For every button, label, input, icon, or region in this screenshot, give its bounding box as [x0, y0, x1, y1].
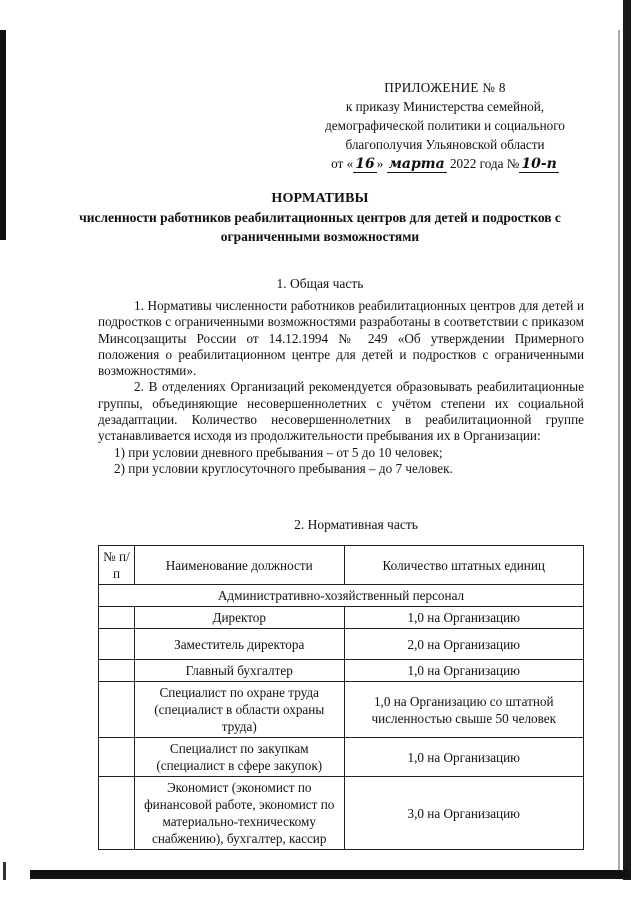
appendix-header: [300, 78, 590, 174]
paragraph-1: 1. Нормативы численности работников реабилитационных центров для детей и подростков с ограниченными возможностями разработаны в соответствии с приказом Минсоцзащиты России от 14.12.1994 № 249 «Об утверждении Примерного положения о реабилитационном центре для детей и подростков с ограниченными возможностями».: [98, 298, 584, 379]
table-row: [99, 629, 584, 660]
header-quantity: Количество штатных единиц: [344, 546, 583, 585]
date-prefix: от «: [331, 156, 354, 171]
appendix-line-3: благополучия Ульяновской области: [345, 137, 545, 152]
document-title: [60, 189, 580, 246]
scan-edge-bottom: [30, 870, 630, 879]
group-size-list: [98, 445, 584, 478]
position-name: Специалист по охране труда (специалист в области охраны труда): [134, 682, 344, 738]
position-quantity: 1,0 на Организацию: [344, 660, 583, 682]
date-year: 2022 года №: [449, 156, 520, 171]
section-2-heading: 2. Нормативная часть: [294, 517, 418, 532]
handwritten-day: 16: [355, 156, 375, 172]
scan-edge-right-shadow: [618, 30, 620, 875]
position-name: Заместитель директора: [134, 629, 344, 660]
position-quantity: 2,0 на Организацию: [344, 629, 583, 660]
row-number: [99, 660, 135, 682]
position-quantity: 1,0 на Организацию: [344, 607, 583, 629]
handwritten-order-number: 10-п: [521, 156, 557, 172]
table-row: [99, 607, 584, 629]
position-quantity: 1,0 на Организацию: [344, 738, 583, 777]
scan-mark: [3, 862, 6, 880]
title-sub: численности работников реабилитационных центров для детей и подростков с ограниченными возможностями: [79, 210, 561, 244]
table-row: [99, 738, 584, 777]
appendix-line-2: демографической политики и социального: [325, 118, 565, 133]
paragraph-2: 2. В отделениях Организаций рекомендуется образовывать реабилитационные группы, объединяющие несовершеннолетних с учётом степени их социальной дезадаптации. Количество несовершеннолетних в реабилитационной группе устанавливается исходя из продолжительности пребывания их в Организации:: [98, 379, 584, 444]
table-group-row: [99, 585, 584, 607]
position-quantity: 3,0 на Организацию: [344, 777, 583, 850]
table-row: [99, 777, 584, 850]
staffing-norms-table: [98, 545, 584, 850]
title-main: НОРМАТИВЫ: [271, 191, 369, 206]
position-name: Экономист (экономист по финансовой работе, экономист по материально-техническому снабжению), бухгалтер, кассир: [134, 777, 344, 850]
position-name: Главный бухгалтер: [134, 660, 344, 682]
list-item: 2) при условии круглосуточного пребывания – до 7 человек.: [114, 460, 453, 476]
scan-edge-right: [623, 0, 631, 880]
section-1-heading: 1. Общая часть: [276, 276, 364, 291]
row-number: [99, 738, 135, 777]
row-number: [99, 777, 135, 850]
table-row: [99, 682, 584, 738]
general-part-text: [98, 298, 584, 477]
scan-edge-left: [0, 30, 6, 240]
position-name: Директор: [134, 607, 344, 629]
row-number: [99, 682, 135, 738]
order-date-line: [300, 154, 590, 174]
position-quantity: 1,0 на Организацию со штатной численностью свыше 50 человек: [344, 682, 583, 738]
list-item: 1) при условии дневного пребывания – от 5 до 10 человек;: [114, 444, 443, 460]
table-row: [99, 660, 584, 682]
appendix-number: ПРИЛОЖЕНИЕ № 8: [384, 80, 506, 95]
appendix-line-1: к приказу Министерства семейной,: [345, 99, 545, 114]
position-name: Специалист по закупкам (специалист в сфере закупок): [134, 738, 344, 777]
row-number: [99, 629, 135, 660]
row-number: [99, 607, 135, 629]
header-position: Наименование должности: [134, 546, 344, 585]
handwritten-month: марта: [388, 156, 445, 172]
header-number: № п/п: [99, 546, 135, 585]
group-label: Административно-хозяйственный персонал: [99, 585, 584, 607]
date-mid: »: [376, 156, 384, 171]
table-header-row: [99, 546, 584, 585]
